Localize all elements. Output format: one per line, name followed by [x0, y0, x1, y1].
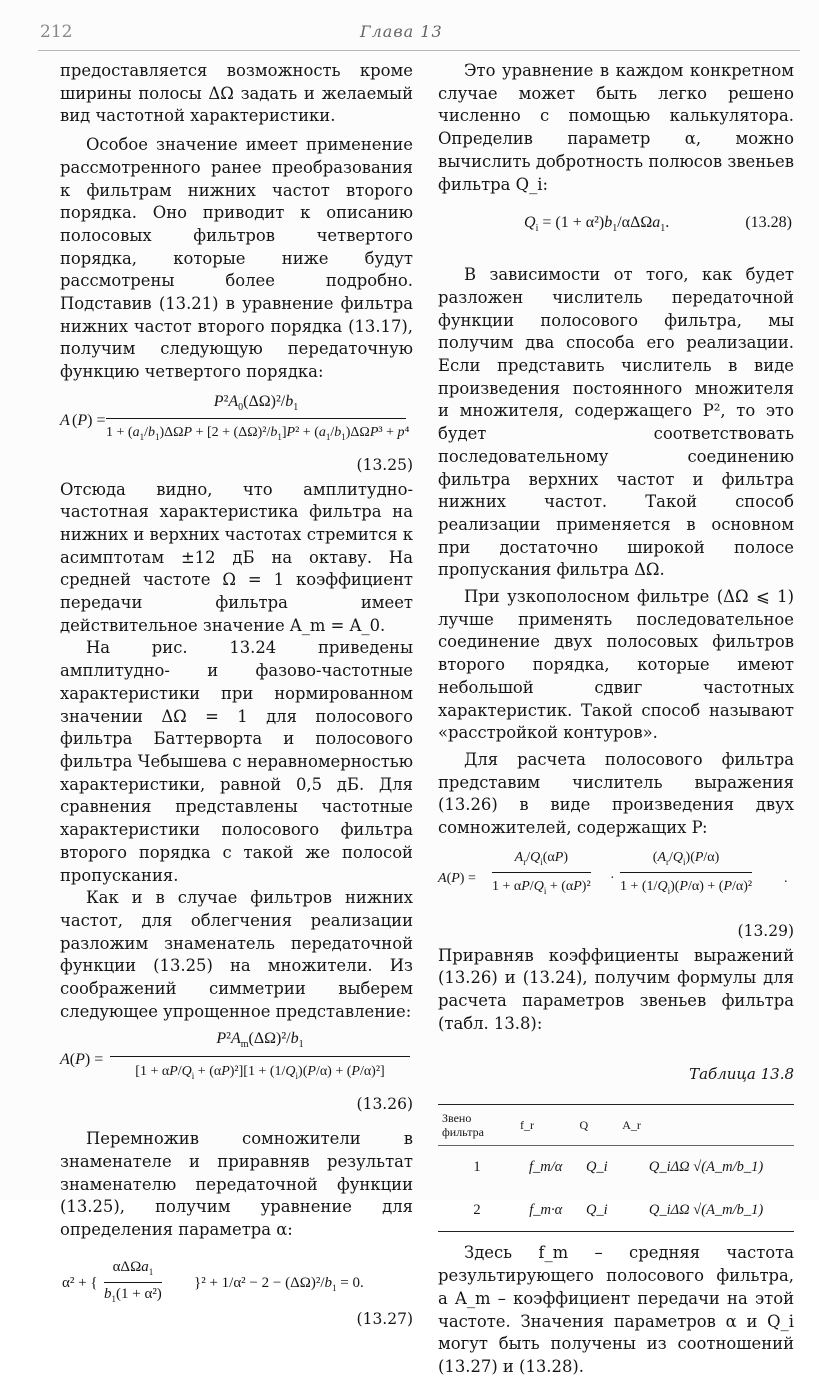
table-caption: Таблица 13.8: [689, 1065, 794, 1084]
equation-13-26: A(P) = $P^2A_m(\Delta\Omega)^2/b_1$ $[1 + \alpha P/Q_i + (\alpha P)^2][1 + (1/Q_i)(P/\alpha) + (P/\alpha)^2]$: [60, 1029, 413, 1087]
equation-13-25-number: (13.25): [356, 455, 413, 474]
table-row: 1 f_m/α Q_i Q_iΔΩ √(A_m/b_1): [473, 1159, 764, 1176]
table-header-ar: A_r: [618, 1105, 794, 1146]
right-paragraph-1: Это уравнение в каждом конкретном случае может быть легко решено численно с помощью калькулятора. Определив параметр α, можно вычислить добротность полюсов звеньев фильтра Q_i:: [438, 61, 794, 194]
equation-13-26-number: (13.26): [356, 1095, 413, 1114]
table-header-stage: Звено фильтра: [438, 1105, 516, 1146]
equation-13-28-number: (13.28): [745, 214, 792, 232]
equation-13-25: A (P) = $P^2A_0(\Delta\Omega)^2/b_1$ $1 + (a_1/b_1)\Delta\Omega P + [2 + (\Delta\Omega)^2/b_1]P^2 + (a_1/b_1)\Delta\Omega P^3 + p^4$: [60, 392, 413, 446]
equation-13-27: α² + { αΔΩa$_1$ $b_1(1 + \alpha^2)$ }$^2 + 1/\alpha^2 - 2 - (\Delta\Omega)^2/b_1 = 0$.: [60, 1258, 413, 1304]
right-paragraph-3: При узкополосном фильтре (ΔΩ ⩽ 1) лучше применять последовательное соединение двух полосовых фильтров второго порядка, которые имеют небольшой сдвиг частотных характеристик. Такой способ называют «расстройкой контуров».: [438, 587, 794, 743]
right-paragraph-4: Для расчета полосового фильтра представим числитель выражения (13.26) в виде произведения двух сомножителей, содержащих P:: [438, 749, 794, 838]
running-header-chapter: Глава 13: [360, 22, 443, 41]
right-paragraph-5: Приравняв коэффициенты выражений (13.26) и (13.24), получим формулы для расчета параметров звеньев фильтра (табл. 13.8):: [438, 945, 794, 1033]
left-paragraph-5: Как и в случае фильтров нижних частот, для облегчения реализации разложим знаменатель передаточной функции (13.25) на множители. Из соображений симметрии выберем следующее упрощенное представление:: [60, 888, 413, 1021]
table-header-fr: f_r: [516, 1105, 575, 1146]
header-rule: [38, 50, 800, 51]
equation-13-29-number: (13.29): [737, 921, 794, 940]
left-paragraph-2: Особое значение имеет применение рассмотренного ранее преобразования к фильтрам нижних частот второго порядка. Оно приводит к описанию полосовых фильтров четвертого порядка, которые ниже будут рассмотрены более подробно. Подставив (13.21) в уравнение фильтра нижних частот второго порядка (13.17), получим следующую передаточную функцию четвертого порядка:: [60, 135, 413, 382]
right-column: [438, 60, 794, 1379]
right-paragraph-2: В зависимости от того, как будет разложен числитель передаточной функции полосового фильтра, мы получим два способа его реализации. Если представить числитель в виде произведения постоянного множителя и множителя, содержащего P², то это будет соответствовать последовательному соединению фильтра верхних частот и фильтра нижних частот. Такой способ реализации применяется в основном при достаточно широкой полосе пропускания фильтра ΔΩ.: [438, 265, 794, 580]
equation-13-28: $Q_i = (1 + \alpha^2)b_1/\alpha\Delta\Omega a_1$. (13.28): [524, 214, 792, 235]
left-paragraph-3: Отсюда видно, что амплитудно-частотная характеристика фильтра на нижних и верхних частотах стремится к асимптотам ±12 дБ на октаву. На средней частоте Ω = 1 коэффициент передачи фильтра имеет действительное значение A_m = A_0.: [60, 479, 413, 635]
equation-13-29: A(P) = $A_r/Q_i(\alpha P)$ $1 + \alpha P/Q_i + (\alpha P)^2$ · $(A_r/Q_i)(P/\alpha)$ $1 + (1/Q_i)(P/\alpha) + (P/\alpha)^2$ .: [438, 848, 794, 906]
right-paragraph-6: Здесь f_m – средняя частота результирующего полосового фильтра, а A_m – коэффициент передачи на этой частоте. Значения параметров α и Q_i могут быть получены из соотношений (13.27) и (13.28).: [438, 1243, 794, 1376]
left-paragraph-1: предоставляется возможность кроме ширины полосы ΔΩ задать и желаемый вид частотной характеристики.: [60, 61, 413, 126]
page-number: 212: [40, 22, 73, 42]
table-header-row: [438, 1105, 794, 1146]
table-header-q: Q: [575, 1105, 618, 1146]
left-paragraph-4: На рис. 13.24 приведены амплитудно- и фазово-частотные характеристики при нормированном значении ΔΩ = 1 для полосового фильтра Баттерворта и полосового фильтра Чебышева с неравномерностью характеристики, равной 0,5 дБ. Для сравнения представлены частотные характеристики полосового фильтра второго порядка с такой же полосой пропускания.: [60, 638, 413, 885]
table-row: 2 f_m·α Q_i Q_iΔΩ √(A_m/b_1): [438, 1189, 794, 1232]
left-paragraph-6: Перемножив сомножители в знаменателе и приравняв результат знаменателю передаточной функции (13.25), получим уравнение для определения параметра α:: [60, 1129, 413, 1239]
left-column: [60, 60, 413, 1330]
parameters-table: [438, 1104, 794, 1232]
equation-13-27-number: (13.27): [356, 1309, 413, 1328]
